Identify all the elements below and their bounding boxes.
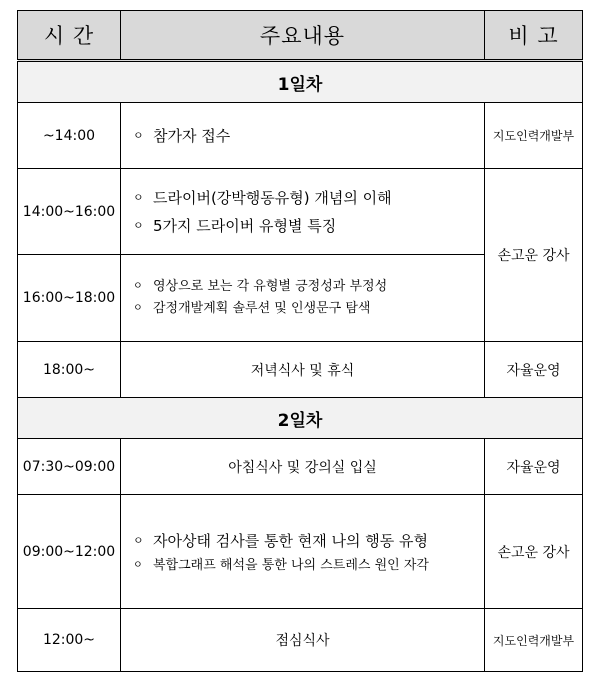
- list-item: ㅇ 5가지 드라이버 유형별 특징: [133, 212, 484, 240]
- list-item: ㅇ 드라이버(강박행동유형) 개념의 이해: [133, 184, 484, 212]
- list-item: ㅇ 참가자 접수: [133, 122, 484, 150]
- note-cell: 손고운 강사: [485, 169, 583, 342]
- list-item: ㅇ 영상으로 보는 각 유형별 긍정성과 부정성: [133, 276, 484, 298]
- header-row: [18, 11, 583, 61]
- content-cell: 저녁식사 및 휴식: [121, 342, 485, 398]
- content-cell: [121, 495, 485, 609]
- table-row: [18, 342, 583, 398]
- note-cell: 지도인력개발부: [485, 609, 583, 672]
- day1-row: [18, 61, 583, 103]
- content-cell: 아침식사 및 강의실 입실: [121, 439, 485, 495]
- content-cell: [121, 103, 485, 169]
- content-cell: [121, 169, 485, 255]
- note-cell: 자율운영: [485, 342, 583, 398]
- list-item: ㅇ 복합그래프 해석을 통한 나의 스트레스 원인 자각: [133, 555, 484, 577]
- time-cell: 14:00~16:00: [18, 169, 121, 255]
- time-cell: 09:00~12:00: [18, 495, 121, 609]
- time-cell: 16:00~18:00: [18, 255, 121, 342]
- list-item: ㅇ 자아상태 검사를 통한 현재 나의 행동 유형: [133, 527, 484, 555]
- table-row: [18, 169, 583, 255]
- table-row: [18, 439, 583, 495]
- day1-label: 1일차: [18, 61, 583, 103]
- note-cell: 자율운영: [485, 439, 583, 495]
- time-cell: 07:30~09:00: [18, 439, 121, 495]
- header-content: 주요내용: [121, 11, 485, 61]
- table-row: [18, 609, 583, 672]
- header-time: 시 간: [18, 11, 121, 61]
- content-cell: [121, 255, 485, 342]
- note-cell: 지도인력개발부: [485, 103, 583, 169]
- time-cell: ~14:00: [18, 103, 121, 169]
- time-cell: 12:00~: [18, 609, 121, 672]
- schedule-table: [17, 10, 583, 672]
- header-note: 비 고: [485, 11, 583, 61]
- content-cell: 점심식사: [121, 609, 485, 672]
- note-cell: 손고운 강사: [485, 495, 583, 609]
- list-item: ㅇ 감정개발계획 솔루션 및 인생문구 탐색: [133, 298, 484, 320]
- day2-label: 2일차: [18, 398, 583, 439]
- table-row: [18, 103, 583, 169]
- day2-row: [18, 398, 583, 439]
- table-row: [18, 495, 583, 609]
- time-cell: 18:00~: [18, 342, 121, 398]
